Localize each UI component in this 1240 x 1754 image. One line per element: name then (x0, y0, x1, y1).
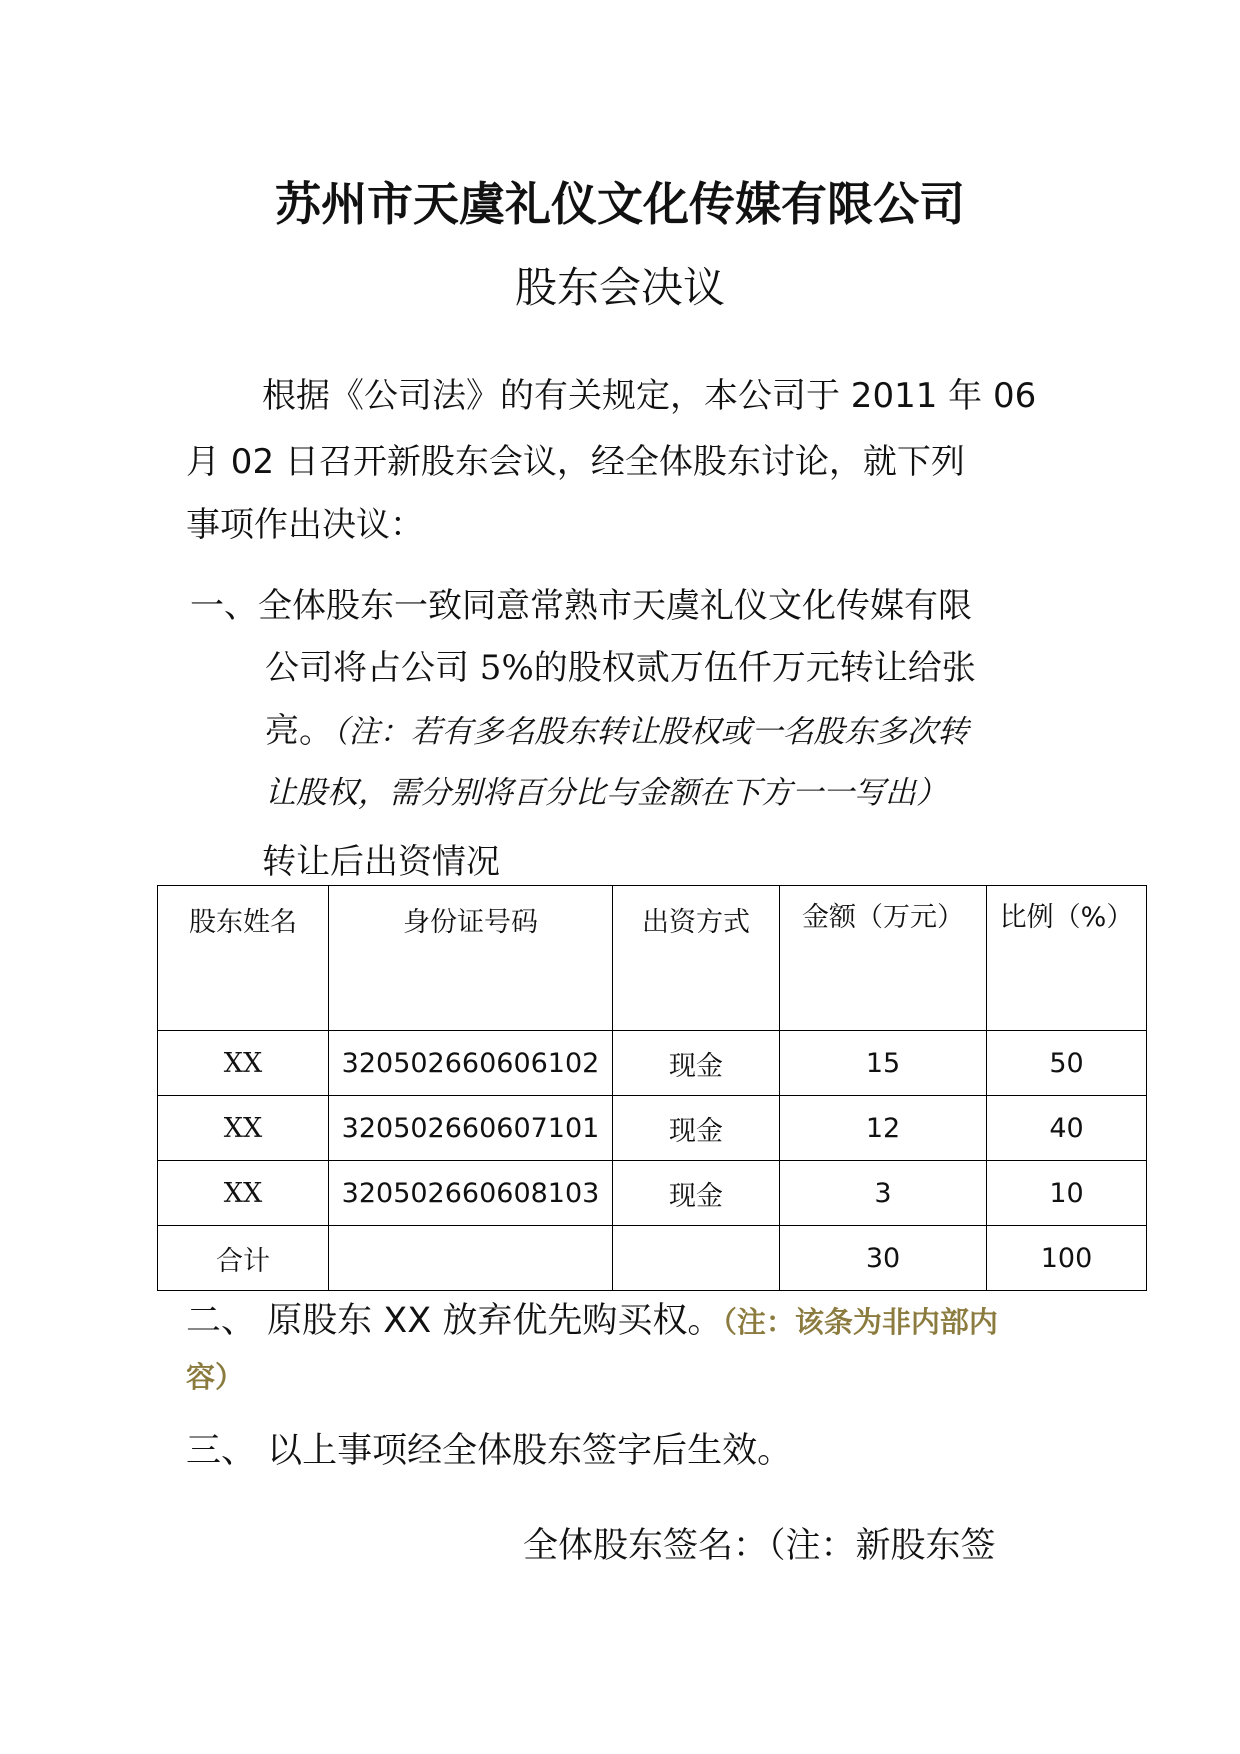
cell-method (613, 1226, 780, 1291)
cell-method: 现金 (613, 1161, 780, 1226)
cell-id: 320502660607101 (329, 1096, 613, 1161)
cell-name: XX (158, 1161, 329, 1226)
cell-ratio: 10 (987, 1161, 1147, 1226)
cell-total-amount: 30 (780, 1226, 987, 1291)
item-2-note-part-2: 容） (186, 1360, 245, 1394)
table-row (158, 1031, 1147, 1096)
cell-ratio: 40 (987, 1096, 1147, 1161)
resolution-item-3: 三、 以上事项经全体股东签字后生效。 (186, 1431, 793, 1471)
intro-line-3: 事项作出决议： (186, 505, 424, 545)
cell-amount: 15 (780, 1031, 987, 1096)
shareholding-table (157, 885, 1147, 1291)
header-contribution-method: 出资方式 (613, 886, 780, 1031)
header-shareholder-name: 股东姓名 (158, 886, 329, 1031)
resolution-item-1-line-1: 一、全体股东一致同意常熟市天虞礼仪文化传媒有限 (190, 586, 972, 626)
cell-ratio: 50 (987, 1031, 1147, 1096)
cell-amount: 12 (780, 1096, 987, 1161)
cell-name: XX (158, 1031, 329, 1096)
document-subtitle: 股东会决议 (514, 263, 725, 312)
signature-line: 全体股东签名：（注：新股东签 (523, 1526, 996, 1566)
cell-total-label: 合计 (158, 1226, 329, 1291)
cell-id (329, 1226, 613, 1291)
resolution-item-1-line-3 (265, 703, 969, 752)
table-heading: 转让后出资情况 (262, 842, 500, 882)
company-title: 苏州市天虞礼仪文化传媒有限公司 (275, 177, 965, 231)
cell-amount: 3 (780, 1161, 987, 1226)
cell-id: 320502660606102 (329, 1031, 613, 1096)
item-1-note-part-2: 让股权，需分别将百分比与金额在下方一一写出） (265, 775, 947, 811)
intro-line-1: 根据《公司法》的有关规定，本公司于 2011 年 06 (262, 376, 1037, 416)
item-2-note-part-1: （注：该条为非内部内 (722, 1305, 998, 1339)
item-2-text: 二、 原股东 XX 放弃优先购买权。 (186, 1301, 723, 1341)
cell-id: 320502660608103 (329, 1161, 613, 1226)
table-row (158, 1096, 1147, 1161)
item-1-end-text: 亮。 (265, 711, 333, 751)
header-id-number: 身份证号码 (329, 886, 613, 1031)
cell-total-ratio: 100 (987, 1226, 1147, 1291)
resolution-item-2 (186, 1293, 998, 1343)
intro-line-2: 月 02 日召开新股东会议，经全体股东讨论，就下列 (186, 442, 965, 482)
header-ratio: 比例（%） (987, 886, 1147, 1031)
item-1-note-part-1: （注：若有多名股东转让股权或一名股东多次转 (333, 714, 969, 750)
table-row (158, 1161, 1147, 1226)
table-total-row (158, 1226, 1147, 1291)
table-header-row (158, 886, 1147, 1031)
cell-method: 现金 (613, 1096, 780, 1161)
header-amount: 金额（万元） (780, 886, 987, 1031)
cell-method: 现金 (613, 1031, 780, 1096)
cell-name: XX (158, 1096, 329, 1161)
resolution-item-1-line-2: 公司将占公司 5%的股权贰万伍仟万元转让给张 (265, 648, 976, 688)
